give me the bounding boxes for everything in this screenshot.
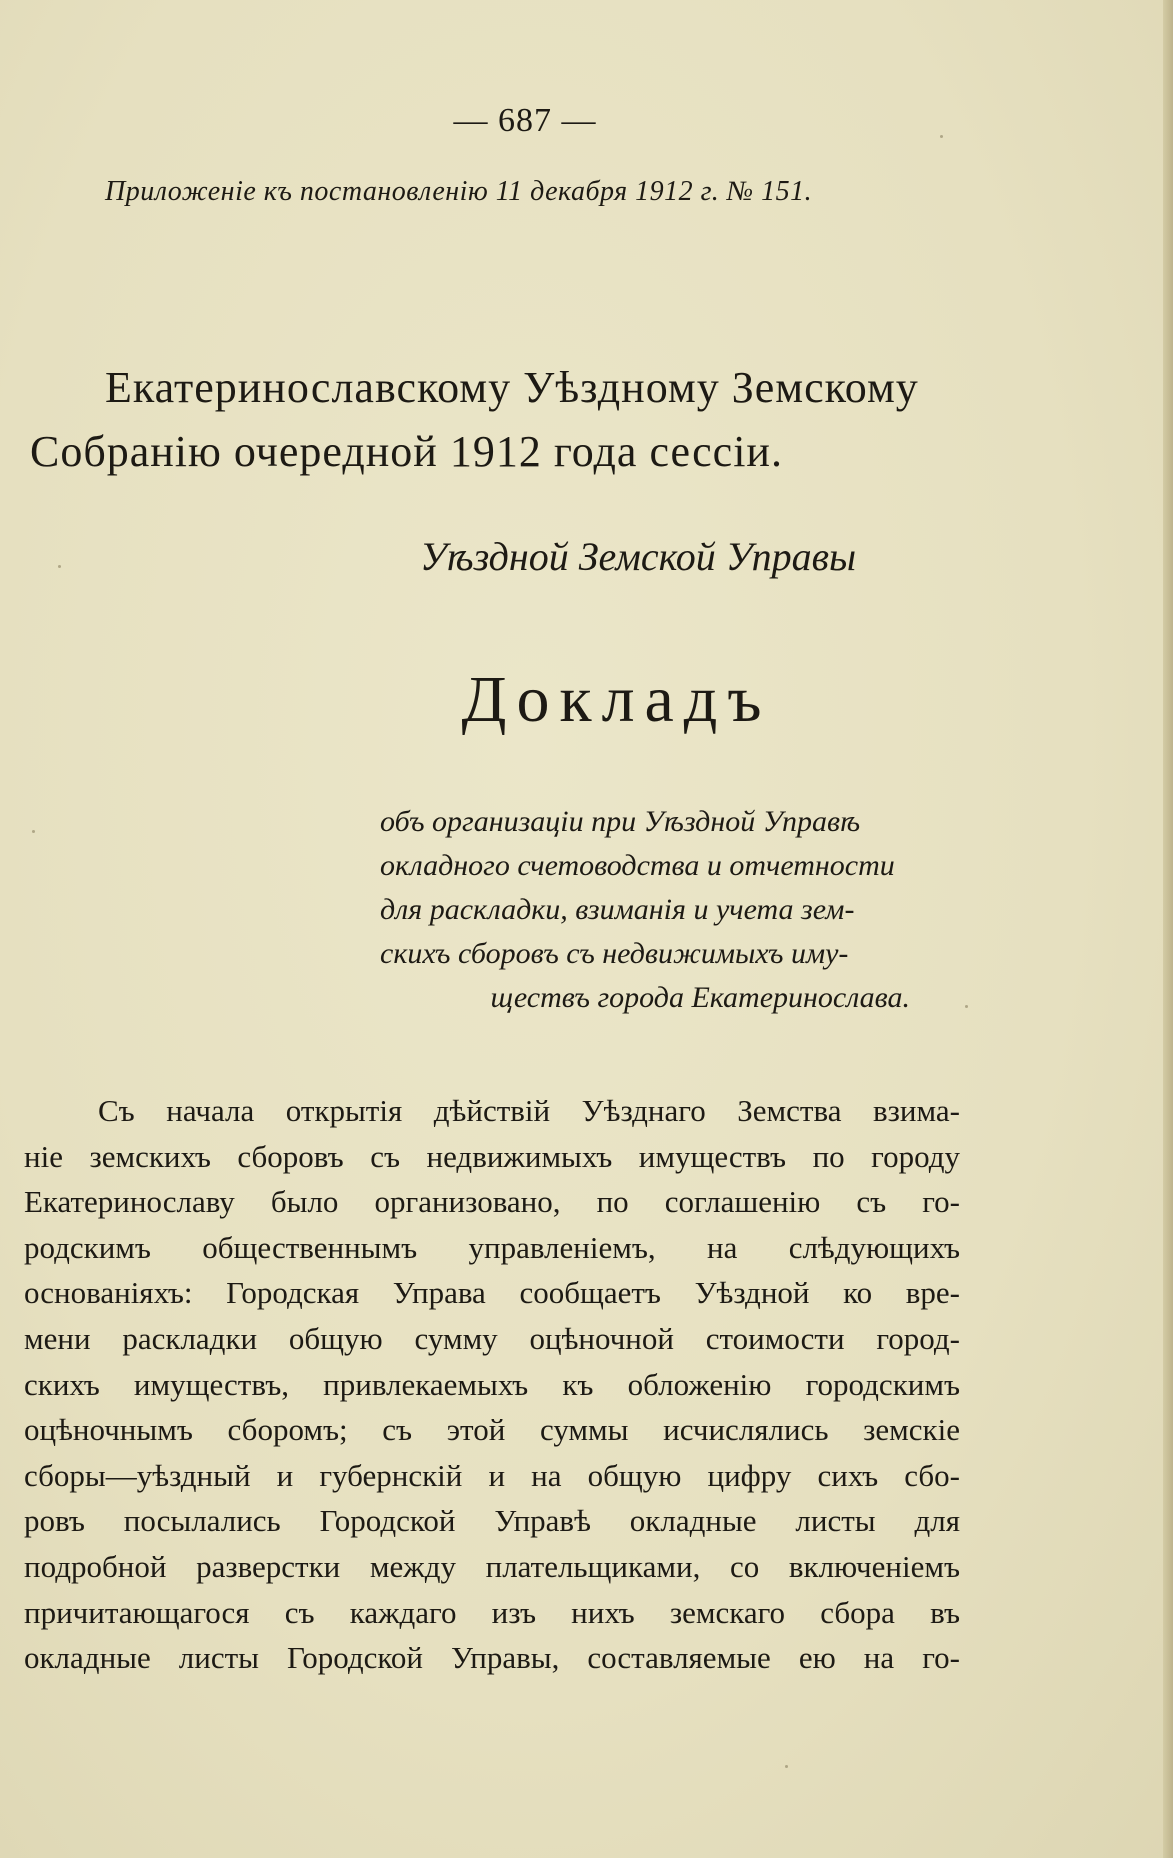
body-line: окладные листы Городской Управы, составляемые ею на го-	[24, 1640, 960, 1676]
addressee-line-1: Екатеринославскому Уѣздному Земскому	[105, 363, 919, 412]
subject-block	[380, 800, 960, 1020]
body-line: основаніяхъ: Городская Управа сообщаетъ Уѣздной ко вре-	[24, 1275, 960, 1311]
paper-speck	[965, 1005, 968, 1008]
appendix-note: Приложеніе къ постановленію 11 декабря 1912 г. № 151.	[105, 176, 813, 207]
body-line: Съ начала открытія дѣйствій Уѣзднаго Земства взима-	[98, 1093, 960, 1128]
document-title: Докладъ	[461, 663, 772, 736]
body-line: причитающагося съ каждаго изъ нихъ земскаго сбора въ	[24, 1594, 960, 1630]
body-line: ніе земскихъ сборовъ съ недвижимыхъ имуществъ по городу	[24, 1138, 960, 1174]
body-line: ровъ посылались Городской Управѣ окладные листы для	[24, 1503, 960, 1539]
body-line: скихъ имуществъ, привлекаемыхъ къ обложенію городскимъ	[24, 1366, 960, 1402]
subject-line: объ организаціи при Уѣздной Управѣ	[380, 805, 861, 838]
body-line: мени раскладки общую сумму оцѣночной стоимости город-	[24, 1320, 960, 1356]
paper-speck	[785, 1765, 788, 1768]
page-edge	[1163, 0, 1173, 1858]
subject-line: для раскладки, взиманія и учета зем-	[380, 893, 855, 926]
paper-speck	[32, 830, 35, 833]
subject-line: ществъ города Екатеринослава.	[490, 981, 910, 1014]
issuer-line: Уѣздной Земской Управы	[420, 534, 857, 579]
body-paragraph	[24, 1088, 960, 1681]
body-line: Екатеринославу было организовано, по соглашенію съ го-	[24, 1184, 960, 1220]
body-line: родскимъ общественнымъ управленіемъ, на слѣдующихъ	[24, 1229, 960, 1265]
addressee-heading	[30, 356, 970, 484]
body-line: сборы—уѣздный и губернскій и на общую цифру сихъ сбо-	[24, 1457, 960, 1493]
paper-speck	[58, 565, 61, 568]
subject-line: скихъ сборовъ съ недвижимыхъ иму-	[380, 937, 849, 970]
paper-speck	[940, 135, 943, 138]
page-number: — 687 —	[453, 102, 597, 139]
body-line: подробной разверстки между плательщиками, со включеніемъ	[24, 1548, 960, 1584]
addressee-line-2: Собранію очередной 1912 года сессіи.	[30, 427, 783, 476]
subject-line: окладного счетоводства и отчетности	[380, 849, 895, 882]
body-line: оцѣночнымъ сборомъ; съ этой суммы исчислялись земскіе	[24, 1412, 960, 1448]
